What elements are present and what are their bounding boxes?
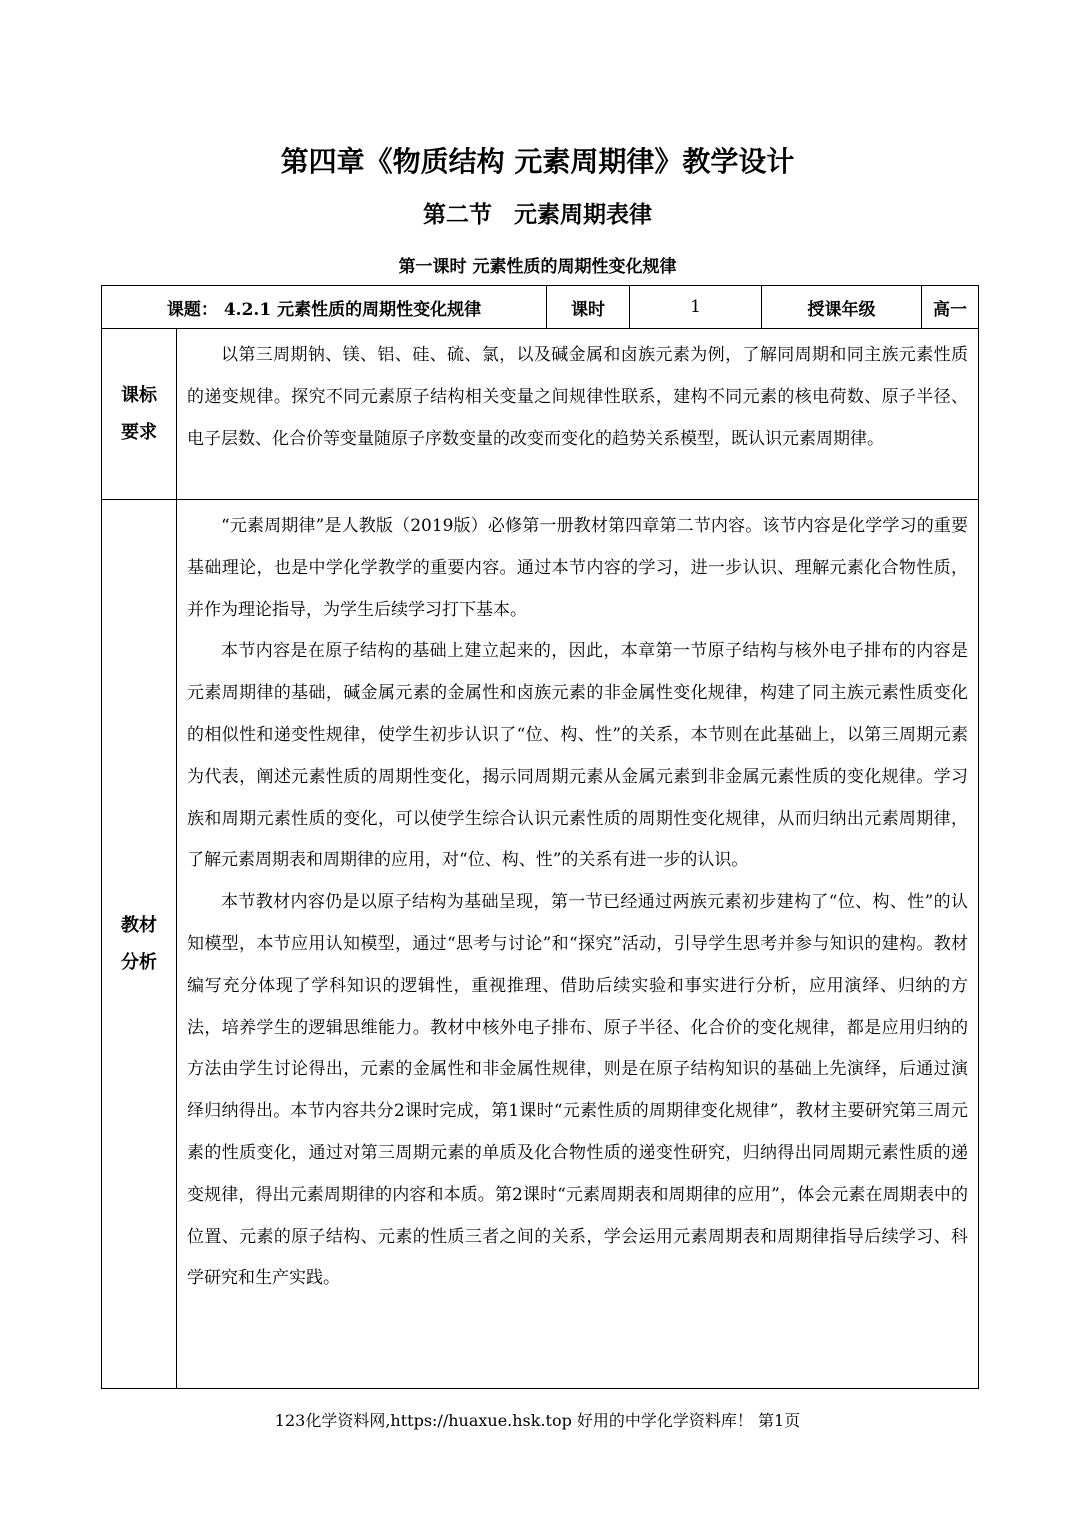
row-label-textbook — [102, 500, 177, 1389]
row-content-textbook — [177, 500, 979, 1389]
lesson-title: 第一课时 元素性质的周期性变化规律 — [398, 257, 677, 277]
topic-cell: 课题： 4.2.1 元素性质的周期性变化规律 — [102, 286, 547, 329]
lesson-design-table — [101, 285, 979, 1389]
paragraph: 以第三周期钠、镁、铝、硅、硫、氯，以及碱金属和卤族元素为例，了解同周期和同主族元素性质的递变规律。探究不同元素原子结构相关变量之间规律性联系，建构不同元素的核电荷数、原子半径、电子层数、化合价等变量随原子序数变量的改变而变化的趋势关系模型，既认识元素周期律。 — [187, 345, 969, 449]
row-label-line: 要求 — [121, 422, 157, 443]
grade-value: 高一 — [922, 286, 979, 329]
paragraph: 本节内容是在原子结构的基础上建立起来的，因此，本章第一节原子结构与核外电子排布的内容是元素周期律的基础，碱金属元素的金属性和卤族元素的非金属性变化规律，构建了同主族元素性质变化的相似性和递变性规律，使学生初步认识了“位、构、性”的关系，本节则在此基础上，以第三周期元素为代表，阐述元素性质的周期性变化，揭示同周期元素从金属元素到非金属元素性质的变化规律。学习族和周期元素性质的变化，可以使学生综合认识元素性质的周期性变化规律，从而归纳出元素周期律，了解元素周期表和周期律的应用，对“位、构、性”的关系有进一步的认识。 — [187, 641, 969, 871]
page-footer: 123化学资料网,https://huaxue.hsk.top 好用的中学化学资料库！ 第1页 — [274, 1411, 801, 1430]
table-row-curriculum — [102, 329, 979, 500]
section-title: 第二节 元素周期表律 — [422, 201, 652, 228]
hours-value: 1 — [630, 286, 762, 329]
hours-label: 课时 — [547, 286, 630, 329]
document-title: 第四章《物质结构 元素周期律》教学设计 — [280, 145, 795, 178]
paragraph: “元素周期律”是人教版（2019版）必修第一册教材第四章第二节内容。该节内容是化学学习的重要基础理论，也是中学化学教学的重要内容。通过本节内容的学习，进一步认识、理解元素化合物性质，并作为理论指导，为学生后续学习打下基本。 — [187, 516, 969, 620]
table-row-textbook — [102, 500, 979, 1389]
table-header-row — [102, 286, 979, 329]
row-label-line: 分析 — [121, 952, 157, 973]
row-label-line: 教材 — [121, 915, 157, 936]
grade-label: 授课年级 — [762, 286, 922, 329]
row-label-curriculum — [102, 329, 177, 500]
row-label-line: 课标 — [121, 385, 157, 406]
paragraph: 本节教材内容仍是以原子结构为基础呈现，第一节已经通过两族元素初步建构了“位、构、性”的认知模型，本节应用认知模型，通过“思考与讨论”和“探究”活动，引导学生思考并参与知识的建构。教材编写充分体现了学科知识的逻辑性，重视推理、借助后续实验和事实进行分析，应用演绎、归纳的方法，培养学生的逻辑思维能力。教材中核外电子排布、原子半径、化合价的变化规律，都是应用归纳的方法由学生讨论得出，元素的金属性和非金属性规律，则是在原子结构知识的基础上先演绎，后通过演绎归纳得出。本节内容共分2课时完成，第1课时“元素性质的周期律变化规律”，教材主要研究第三周元素的性质变化，通过对第三周期元素的单质及化合物性质的递变性研究，归纳得出同周期元素性质的递变规律，得出元素周期律的内容和本质。第2课时“元素周期表和周期律的应用”，体会元素在周期表中的位置、元素的原子结构、元素的性质三者之间的关系，学会运用元素周期表和周期律指导后续学习、科学研究和生产实践。 — [187, 892, 969, 1289]
row-content-curriculum — [177, 329, 979, 500]
